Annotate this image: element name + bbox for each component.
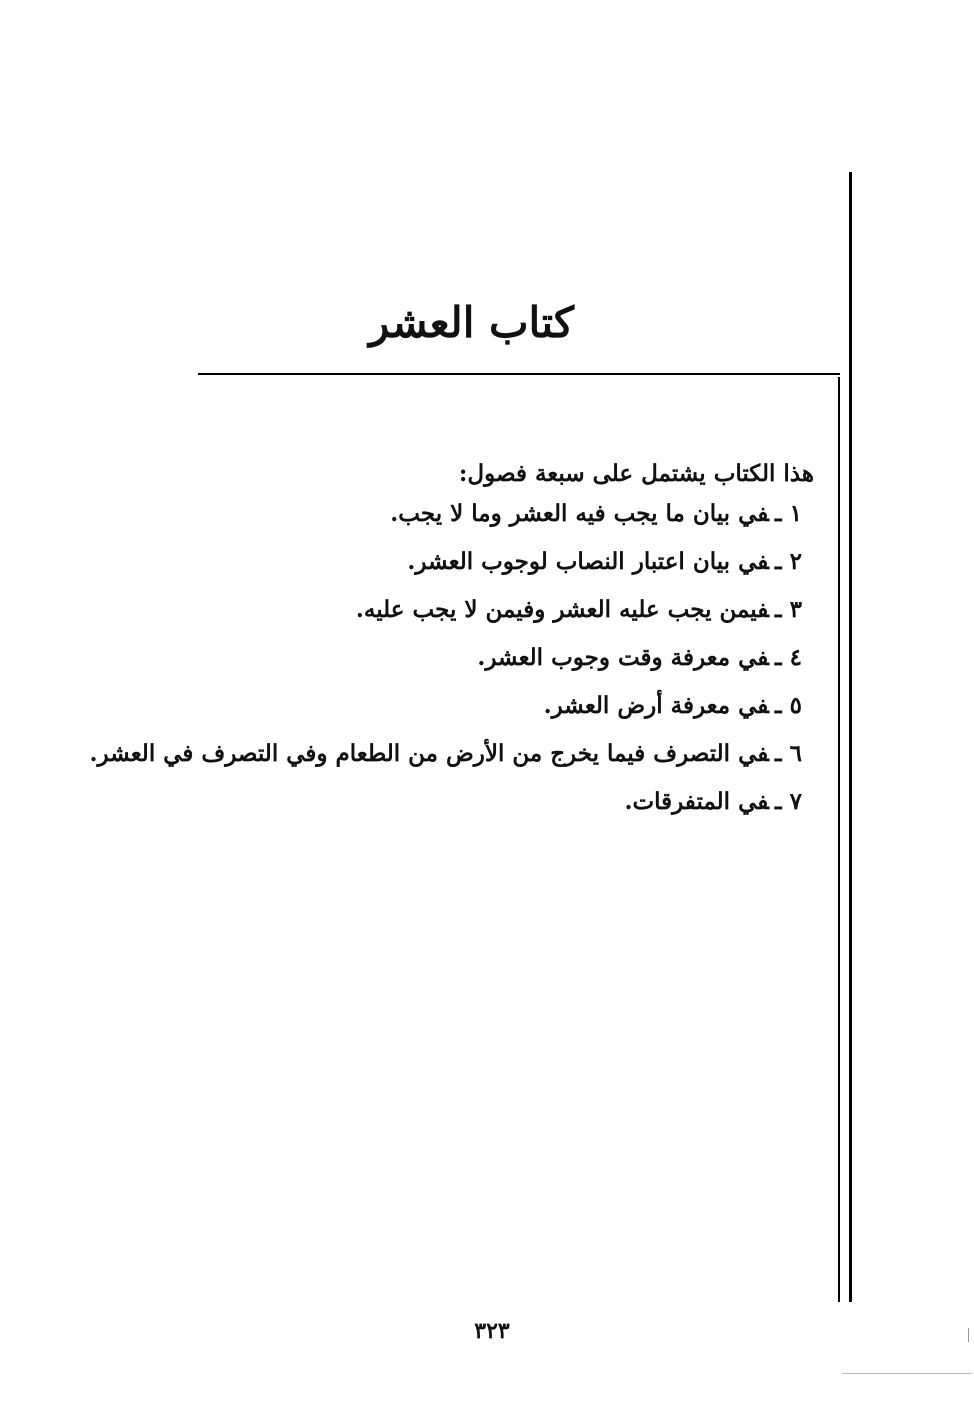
chapter-item [134, 784, 814, 832]
chapter-text: في بيان ما يجب فيه العشر وما لا يجب. [390, 500, 769, 527]
chapter-text: في التصرف فيما يخرج من الأرض من الطعام وفي التصرف في العشر. [89, 740, 769, 767]
chapter-text: فيمن يجب عليه العشر وفيمن لا يجب عليه. [355, 596, 769, 623]
page-title: كتاب العشر [369, 298, 574, 347]
chapter-number: ٦ ـ [774, 740, 802, 767]
chapter-text: في المتفرقات. [624, 788, 769, 815]
page-number: ٣٢٣ [474, 1318, 510, 1344]
chapter-list [89, 496, 814, 832]
title-rule [198, 373, 840, 375]
edge-mark [968, 1328, 969, 1342]
edge-rule [842, 1373, 972, 1374]
chapter-item [134, 496, 814, 544]
page-border-inner [838, 377, 840, 1302]
chapter-text: في معرفة وقت وجوب العشر. [477, 644, 769, 671]
page-border-right [849, 172, 852, 1302]
chapter-text: في معرفة أرض العشر. [543, 692, 769, 719]
chapter-item [89, 736, 814, 784]
chapter-item [134, 544, 814, 592]
intro-text: هذا الكتاب يشتمل على سبعة فصول: [458, 460, 814, 487]
chapter-number: ١ ـ [774, 500, 802, 527]
chapter-number: ٥ ـ [774, 692, 802, 719]
chapter-number: ٧ ـ [774, 788, 802, 815]
chapter-number: ٤ ـ [774, 644, 802, 671]
chapter-number: ٣ ـ [774, 596, 802, 623]
chapter-contents [89, 456, 814, 832]
chapter-number: ٢ ـ [774, 548, 802, 575]
chapter-text: في بيان اعتبار النصاب لوجوب العشر. [407, 548, 769, 575]
chapter-item [134, 688, 814, 736]
chapter-item [134, 592, 814, 640]
chapter-item [134, 640, 814, 688]
